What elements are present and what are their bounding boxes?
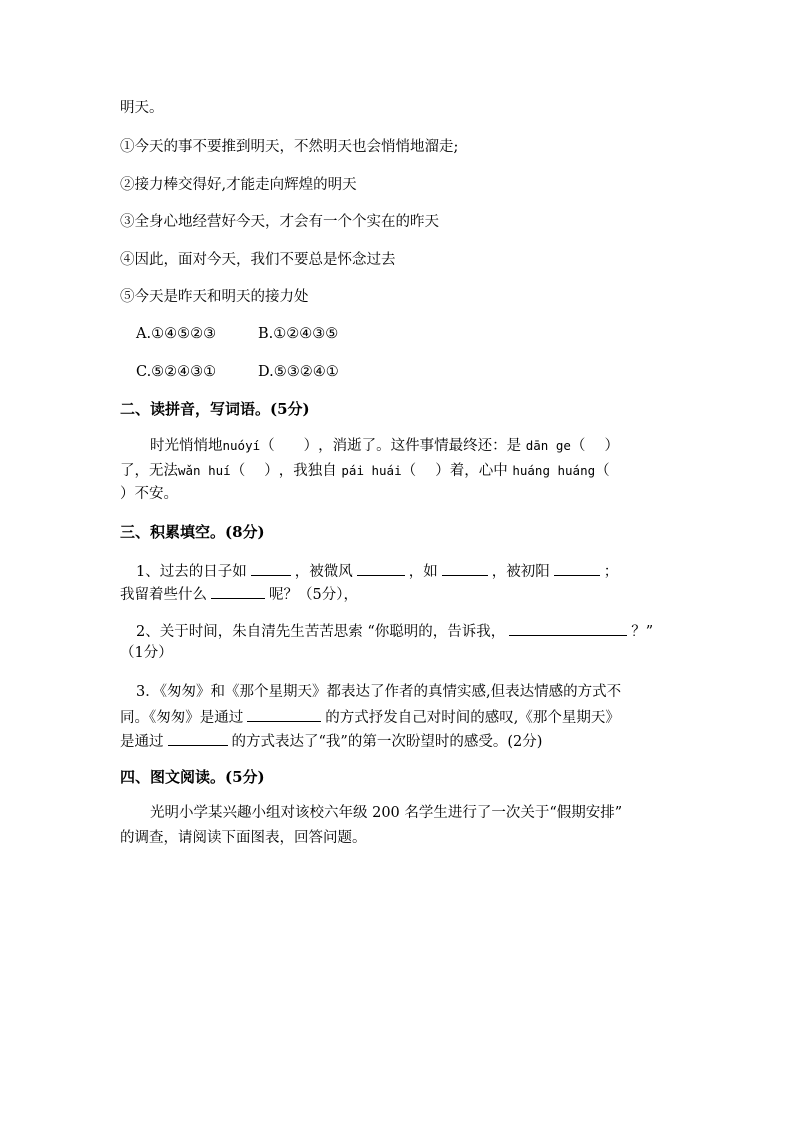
sentence-item-4: ④因此，面对今天，我们不要总是怀念过去: [120, 252, 396, 268]
text: 同。《匆匆》是通过: [120, 710, 244, 726]
text: 我留着些什么: [120, 587, 207, 603]
options-row-1: [136, 324, 380, 344]
survey-intro-line-1: 光明小学某兴趣小组对该校六年级 200 名学生进行了一次关于“假期安排”: [150, 805, 623, 821]
pinyin-line-3: ）不安。: [120, 486, 178, 502]
pinyin-nuoyi: nuóyí: [222, 438, 261, 453]
text: 1、过去的日子如: [136, 564, 247, 580]
text: ，如: [408, 564, 438, 580]
sentence-item-5: ⑤今天是昨天和明天的接力处: [120, 289, 309, 305]
text: 2、关于时间，朱自清先生苦苦思索 “你聪明的，告诉我，: [136, 624, 506, 640]
text: ，被微风: [294, 564, 353, 580]
question-stem-end: 明天。: [120, 100, 164, 116]
fill-blank[interactable]: [357, 560, 405, 576]
fill-q1-line-1: [136, 560, 618, 582]
option-c[interactable]: C.⑤②④③①: [136, 364, 217, 380]
fill-blank[interactable]: [247, 706, 321, 722]
answer-blank-4[interactable]: （ ）: [401, 463, 450, 479]
fill-blank[interactable]: [251, 560, 291, 576]
fill-blank[interactable]: [211, 583, 265, 599]
pinyin-dange: dān ge: [525, 438, 571, 453]
text: ，我独自: [278, 463, 337, 479]
option-d[interactable]: D.⑤③②④①: [258, 364, 339, 380]
text: 时光悄悄地: [150, 438, 223, 454]
fill-q3-line-2: [120, 706, 620, 728]
text: 是通过: [120, 734, 164, 750]
section-4-title: 四、图文阅读。(5分): [120, 768, 265, 786]
fill-q3-line-1: 3．《匆匆》和《那个星期天》都表达了作者的真情实感,但表达情感的方式不: [136, 684, 622, 700]
fill-q3-line-3: [120, 730, 542, 752]
text: 的方式抒发自己对时间的感叹,《那个星期天》: [325, 710, 620, 726]
pinyin-line-1: [150, 436, 619, 456]
sentence-item-2: ②接力棒交得好,才能走向辉煌的明天: [120, 177, 357, 193]
text: 呢？（5分），: [269, 587, 358, 603]
option-a[interactable]: A.①④⑤②③: [136, 326, 217, 342]
text: 的方式表达了“我”的第一次盼望时的感受。(2分): [231, 734, 543, 750]
section-3-title: 三、积累填空。(8分): [120, 523, 265, 541]
fill-q2-line-1: [136, 620, 653, 642]
answer-blank-2[interactable]: （ ）: [570, 438, 620, 454]
pinyin-huanghuang: huáng huáng: [512, 463, 596, 478]
sentence-item-3: ③全身心地经营好今天，才会有一个个实在的昨天: [120, 214, 439, 230]
pinyin-wanhui: wǎn huí: [178, 463, 231, 478]
fill-blank[interactable]: [168, 730, 228, 746]
answer-blank-5-open[interactable]: （: [595, 463, 610, 479]
answer-blank-3[interactable]: （ ）: [230, 463, 279, 479]
fill-blank[interactable]: [509, 620, 627, 636]
text: ，被初阳: [491, 564, 550, 580]
fill-blank[interactable]: [442, 560, 488, 576]
options-row-2: [136, 362, 380, 382]
text: ，消逝了。这件事情最终还：是: [318, 438, 522, 454]
text: 了，无法: [120, 463, 178, 479]
fill-blank[interactable]: [554, 560, 600, 576]
section-2-title: 二、读拼音，写词语。(5分): [120, 400, 310, 418]
option-b[interactable]: B.①②④③⑤: [258, 326, 339, 342]
sentence-item-1: ①今天的事不要推到明天，不然明天也会悄悄地溜走;: [120, 139, 459, 155]
fill-q1-line-2: [120, 583, 358, 605]
pinyin-line-2: [120, 461, 610, 481]
text: ？”: [631, 624, 654, 640]
survey-intro-line-2: 的调查，请阅读下面图表，回答问题。: [120, 830, 367, 846]
text: 着，心中: [449, 463, 508, 479]
pinyin-paihuai: pái huái: [341, 463, 402, 478]
text: ；: [603, 564, 619, 580]
answer-blank-1[interactable]: （ ）: [260, 438, 319, 454]
fill-q2-line-2: （1分）: [120, 645, 173, 661]
